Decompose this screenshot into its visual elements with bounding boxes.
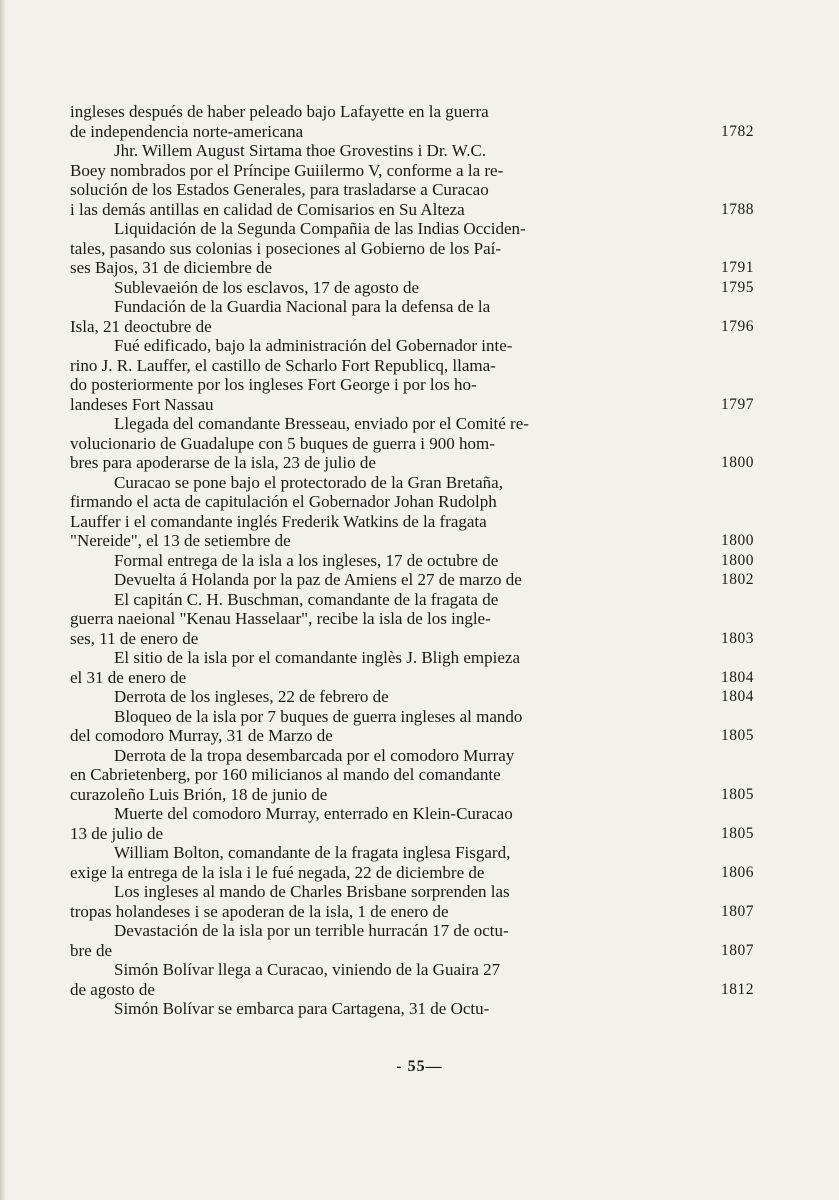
- chronology-entry: [70, 687, 754, 707]
- entry-line: Derrota de los ingleses, 22 de febrero de: [114, 687, 389, 706]
- entry-line: Jhr. Willem August Sirtama thoe Grovestins i Dr. W.C.: [114, 141, 487, 160]
- chronology-entry: [70, 999, 682, 1019]
- entry-year: 1805: [721, 824, 754, 842]
- entry-line: do posteriormente por los ingleses Fort George i por los ho-: [70, 375, 477, 394]
- chronology-entry: [70, 589, 754, 649]
- chronology-entry: [70, 219, 754, 278]
- entry-line: landeses Fort Nassau: [70, 394, 214, 414]
- entry-line: de agosto de: [70, 979, 155, 999]
- entry-year: 1795: [721, 278, 754, 296]
- entry-line: solución de los Estados Generales, para trasladarse a Curacao: [70, 180, 489, 199]
- chronology-entry: [70, 297, 754, 336]
- entry-line: firmando el acta de capitulación el Gobernador Johan Rudolph: [70, 492, 497, 511]
- entry-line: "Nereide", el 13 de setiembre de: [70, 531, 291, 550]
- entry-line: Curacao se pone bajo el protectorado de la Gran Bretaña,: [114, 472, 503, 492]
- chronology-entry: [70, 570, 754, 590]
- entry-line: tropas holandeses i se apoderan de la isla, 1 de enero de: [70, 901, 449, 921]
- entry-year: 1800: [721, 532, 754, 549]
- entry-line: tales, pasando sus colonias i poseciones al Gobierno de los Paí-: [70, 238, 502, 258]
- entry-line: Fué edificado, bajo la administración del Gobernador inte-: [114, 336, 513, 355]
- chronology-text: [70, 102, 754, 1019]
- chronology-entry: [70, 804, 754, 843]
- entry-year: 1806: [721, 863, 754, 881]
- entry-year: 1812: [721, 980, 754, 998]
- page-edge: [0, 0, 6, 1200]
- chronology-entry: [70, 960, 754, 999]
- entry-line: bre de: [70, 940, 113, 960]
- entry-line: en Cabrietenberg, por 160 milicianos al mando del comandante: [70, 765, 501, 784]
- entry-line: bres para apoderarse de la isla, 23 de julio de: [70, 453, 376, 472]
- entry-line: ses Bajos, 31 de diciembre de: [70, 258, 273, 277]
- entry-year: 1803: [721, 629, 754, 647]
- chronology-entry: [70, 921, 754, 960]
- entry-line: ses, 11 de enero de: [70, 628, 199, 648]
- entry-line: Sublevaeión de los esclavos, 17 de agosto de: [114, 277, 419, 297]
- entry-line: Llegada del comandante Bresseau, enviado por el Comité re-: [114, 414, 529, 433]
- entry-line: Los ingleses al mando de Charles Brisbane sorprenden las: [114, 882, 510, 901]
- entry-year: 1797: [721, 395, 754, 413]
- entry-year: 1802: [721, 571, 754, 588]
- chronology-entry: [70, 141, 754, 219]
- entry-line: Isla, 21 deoctubre de: [70, 316, 212, 336]
- entry-line: exige la entrega de la isla i le fué negada, 22 de diciembre de: [70, 862, 485, 882]
- entry-line: volucionario de Guadalupe con 5 buques de guerra i 900 hom-: [70, 433, 495, 453]
- entry-line: Boey nombrados por el Príncipe Guiilermo V, conforme a la re-: [70, 160, 504, 180]
- entry-line: El capitán C. H. Buschman, comandante de la fragata de: [114, 589, 499, 609]
- entry-line: Simón Bolívar se embarca para Cartagena, 31 de Octu-: [114, 999, 490, 1018]
- entry-year: 1791: [721, 259, 754, 276]
- entry-year: 1804: [721, 688, 754, 705]
- chronology-entry: [70, 550, 754, 571]
- entry-line: 13 de julio de: [70, 823, 164, 843]
- entry-year: 1807: [721, 902, 754, 920]
- chronology-entry: [70, 882, 754, 921]
- entry-line: Devuelta á Holanda por la paz de Amiens el 27 de marzo de: [114, 570, 522, 589]
- entry-line: Liquidación de la Segunda Compañia de las Indias Occiden-: [114, 219, 526, 238]
- entry-year: 1805: [721, 785, 754, 803]
- entry-year: 1804: [721, 668, 754, 686]
- entry-line: i las demás antillas en calidad de Comisarios en Su Alteza: [70, 199, 465, 219]
- entry-line: Simón Bolívar llega a Curacao, viniendo de la Guaira 27: [114, 960, 501, 979]
- entry-line: Derrota de la tropa desembarcada por el comodoro Murray: [114, 745, 515, 765]
- chronology-entry: [70, 277, 754, 298]
- entry-line: guerra naeional "Kenau Hasselaar", recibe la isla de los ingle-: [70, 609, 491, 628]
- entry-line: Bloqueo de la isla por 7 buques de guerra ingleses al mando: [114, 706, 523, 726]
- entry-year: 1805: [721, 727, 754, 744]
- entry-line: Lauffer i el comandante inglés Frederik Watkins de la fragata: [70, 511, 487, 531]
- entry-line: ingleses después de haber peleado bajo Lafayette en la guerra: [70, 102, 489, 121]
- entry-line: del comodoro Murray, 31 de Marzo de: [70, 726, 333, 745]
- entry-line: curazoleño Luis Brión, 18 de junio de: [70, 784, 328, 804]
- chronology-entry: [70, 472, 754, 551]
- entry-line: Fundación de la Guardia Nacional para la defensa de la: [114, 297, 491, 316]
- entry-line: William Bolton, comandante de la fragata inglesa Fisgard,: [114, 843, 511, 862]
- page-number: - 55—: [396, 1058, 443, 1075]
- entry-line: Formal entrega de la isla a los ingleses, 17 de octubre de: [114, 550, 499, 570]
- chronology-entry: [70, 414, 754, 473]
- chronology-entry: [70, 648, 754, 687]
- entry-year: 1800: [721, 551, 754, 569]
- entry-line: rino J. R. Lauffer, el castillo de Scharlo Fort Republicq, llama-: [70, 355, 496, 375]
- entry-year: 1800: [721, 454, 754, 471]
- entry-line: Devastación de la isla por un terrible hurracán 17 de octu-: [114, 921, 509, 940]
- chronology-entry: [70, 336, 754, 414]
- entry-year: 1796: [721, 317, 754, 335]
- entry-line: El sitio de la isla por el comandante inglès J. Bligh empieza: [114, 648, 521, 667]
- entry-line: de independencia norte-americana: [70, 121, 304, 141]
- chronology-entry: [70, 706, 754, 746]
- entry-line: Muerte del comodoro Murray, enterrado en Klein-Curacao: [114, 804, 513, 823]
- chronology-entry: [70, 102, 754, 141]
- chronology-entry: [70, 745, 754, 805]
- entry-year: 1788: [721, 200, 754, 218]
- entry-year: 1782: [721, 122, 754, 140]
- entry-year: 1807: [721, 941, 754, 959]
- chronology-entry: [70, 843, 754, 882]
- entry-line: el 31 de enero de: [70, 667, 187, 687]
